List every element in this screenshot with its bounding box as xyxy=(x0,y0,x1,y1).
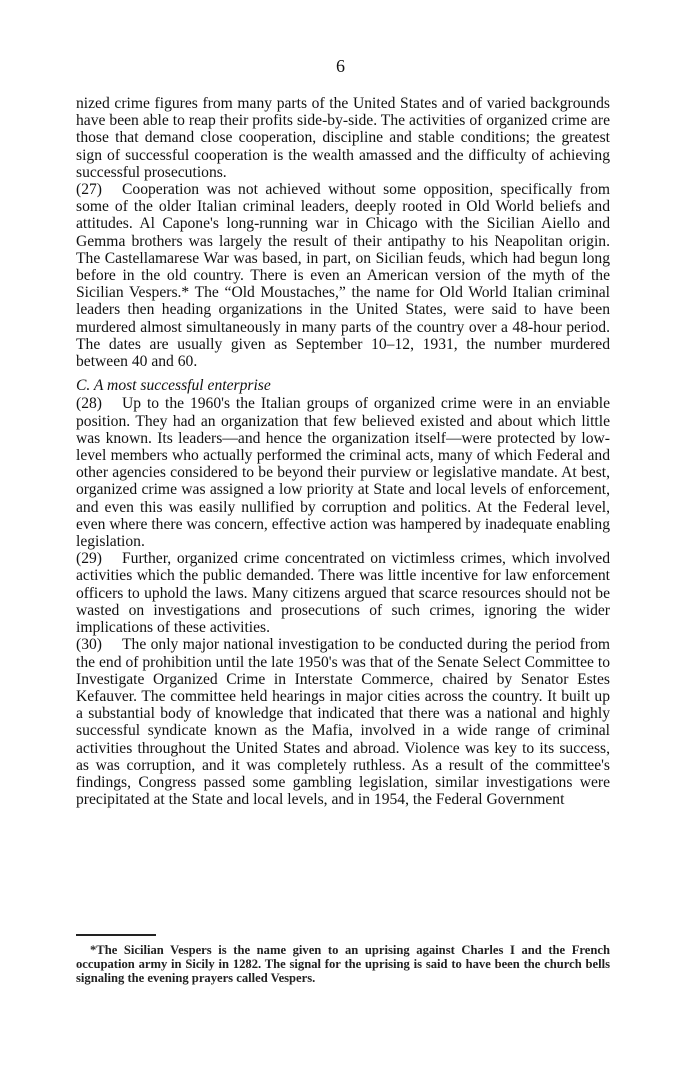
paragraph-text: The only major national investigation to be conducted during the period from the end of prohibition until the late 1950's was that of the Senate Select Committee to Investigate Organized Crime in Interstate Commerce, chaired by Senator Estes Kefauver. The committee held hearings in major cities across the country. It built up a substantial body of knowledge that indicated that there was a national and highly successful syndicate known as the Mafia, involved in a wide range of criminal activities throughout the United States and abroad. Violence was key to its success, as was corruption, and it was completely ruthless. As a result of the committee's findings, Congress passed some gambling legislation, similar investigations were precipitated at the State and local levels, and in 1954, the Federal Government xyxy=(76,636,610,809)
paragraph-27 xyxy=(76,181,610,370)
paragraph-text: nized crime figures from many parts of the United States and of varied backgrounds have been able to reap their profits side-by-side. The activities of organized crime are those that demand close cooperation, discipline and stable conditions; the greatest sign of successful cooperation is the wealth amassed and the difficulty of achieving successful prosecutions. xyxy=(76,95,610,181)
paragraph-continuation xyxy=(76,95,610,181)
paragraph-text: Up to the 1960's the Italian groups of organized crime were in an enviable position. They had an organization that few believed existed and about which little was known. Its leaders—and hence the organization itself—were protected by low-level members who actually performed the criminal acts, many of which Federal and other agencies considered to be beyond their purview or legislative mandate. At best, organized crime was assigned a low priority at State and local levels of enforcement, and even this was easily nullified by corruption and politics. At the Federal level, even where there was concern, effective action was hampered by inadequate enabling legislation. xyxy=(76,395,610,551)
footnote-divider xyxy=(76,934,156,936)
paragraph-text: Further, organized crime concentrated on victimless crimes, which involved activities which the public demanded. There was little incentive for law enforcement officers to uphold the laws. Many citizens argued that scarce resources should not be wasted on investigations and prosecutions of such crimes, ignoring the wider implications of these activities. xyxy=(76,550,610,637)
body-text xyxy=(76,95,610,808)
paragraph-number: (28) xyxy=(76,395,102,413)
paragraph-number: (30) xyxy=(76,636,102,654)
section-heading: C. A most successful enterprise xyxy=(76,377,271,395)
paragraph-30 xyxy=(76,636,610,808)
paragraph-29 xyxy=(76,550,610,636)
paragraph-number: (29) xyxy=(76,550,102,568)
paragraph-text: Cooperation was not achieved without some opposition, specifically from some of the older Italian criminal leaders, deeply rooted in Old World beliefs and attitudes. Al Capone's long-running war in Chicago with the Sicilian Aiello and Gemma brothers was largely the result of their antipathy to his Neapolitan origin. The Castellamarese War was based, in part, on Sicilian feuds, which had begun long before in the old country. There is even an American version of the myth of the Sicilian Vespers.* The “Old Moustaches,” the name for Old World Italian criminal leaders then heading organizations in the United States, were said to have been murdered almost simultaneously in many parts of the country over a 48-hour period. The dates are usually given as September 10–12, 1931, the number murdered between 40 and 60. xyxy=(76,181,610,371)
paragraph-28 xyxy=(76,395,610,550)
paragraph-number: (27) xyxy=(76,181,102,199)
page-number: 6 xyxy=(336,56,345,76)
footnote: *The Sicilian Vespers is the name given to an uprising against Charles I and the French occupation army in Sicily in 1282. The signal for the uprising is said to have been the church bells signaling the evening prayers called Vespers. xyxy=(76,943,610,985)
